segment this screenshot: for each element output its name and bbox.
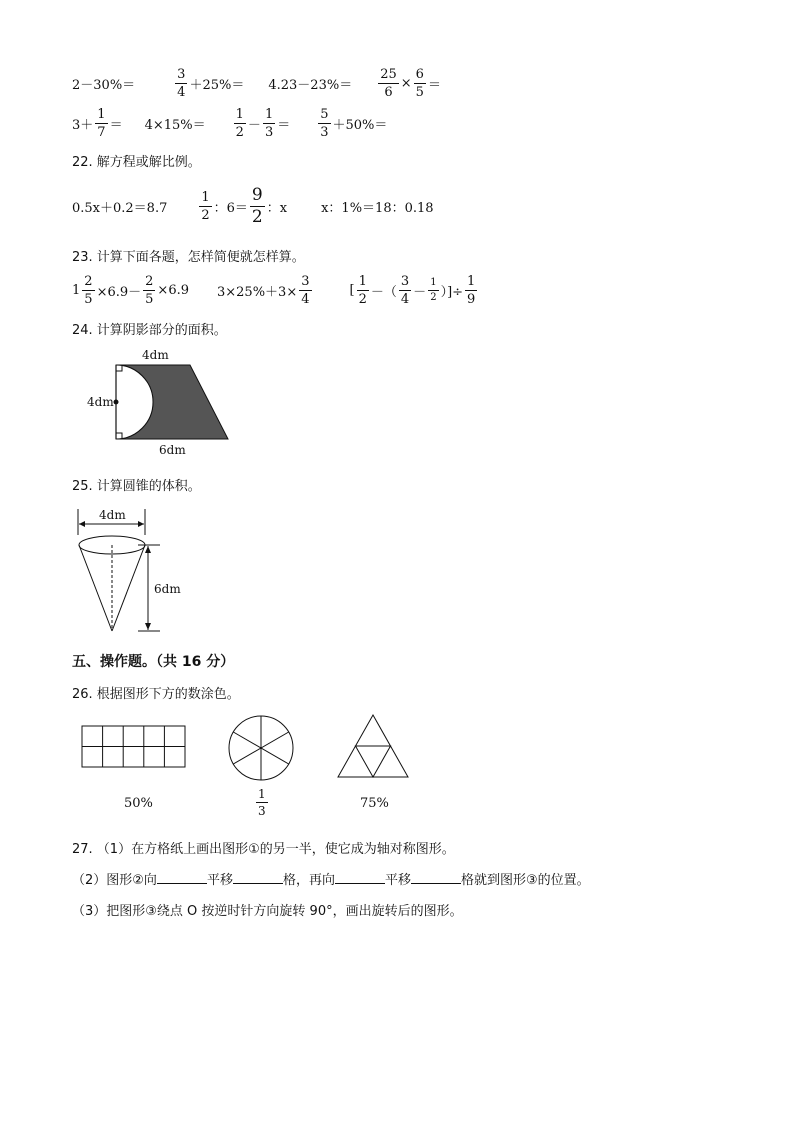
fraction-1-7: $\frac{1}{7}$ [97,106,106,140]
q22-ratio-tail: ：x [266,200,288,216]
q22-ratio-mid: ：6＝ [213,200,248,216]
equals-sign: ＝ [277,117,291,133]
fraction-2-5: $\frac{2}{5}$ [84,273,93,307]
q24-title: 24. 计算阴影部分的面积。 [72,323,227,338]
q26-label-50pct: 50% [124,796,153,811]
center-dot [114,400,119,405]
expr-3-plus: 3＋ [72,117,94,133]
q23-expr1-mid: ×6.9－ [96,284,142,300]
arrow-down [145,623,151,630]
q23-expr2-head: 3×25%＋3× [217,284,298,300]
q27-line2: （2）图形②向 平移 格，再向 平移 格就到图形③的位置。 [72,873,590,888]
q22-equation-1: 0.5x＋0.2＝8.7 [72,200,168,216]
open-bracket: [ [349,282,355,298]
q23-title: 23. 计算下面各题，怎样简便就怎样算。 [72,250,305,265]
arrow-left [79,521,85,527]
q26-circle [226,713,296,783]
arrow-right [138,521,144,527]
arrow-up [145,546,151,553]
row1-expressions [72,63,441,103]
expr-4-23-minus-23pct: 4.23－23%＝ [268,77,353,93]
q26-grid-rectangle [81,725,187,769]
fraction-1-2-small: $\frac{1}{2}$ [430,276,437,303]
q23-expressions [72,270,479,310]
q25-cone-figure [72,505,202,635]
q23-expr3-mid: －（ [370,284,397,300]
equals-sign: ＝ [427,77,441,93]
q22-equation-3: x：1%＝18：0.18 [321,200,434,216]
cone-side-left [79,545,112,631]
times-sign: × [400,75,412,91]
left-label: 4dm [87,395,114,409]
fraction-5-3: $\frac{5}{3}$ [320,106,329,140]
fraction-3-4: $\frac{3}{4}$ [177,66,186,100]
fraction-1-2: $\frac{1}{2}$ [201,189,210,223]
row2-expressions [72,103,387,143]
fraction-1-3: $\frac{1}{3}$ [264,106,274,140]
fraction-1-2: $\frac{1}{2}$ [235,106,244,140]
section5-title: 五、操作题。（共 16 分） [72,654,235,670]
answer-blank[interactable] [157,871,207,884]
expr-4-times-15pct: 4×15%＝ [144,117,206,133]
answer-blank[interactable] [233,871,283,884]
q26-title: 26. 根据图形下方的数涂色。 [72,687,240,702]
fraction-1-2: $\frac{1}{2}$ [358,273,367,307]
cone-side-right [112,545,145,631]
minus-sign: － [247,117,261,133]
fraction-2-5: $\frac{2}{5}$ [145,273,154,307]
height-label: 6dm [154,582,181,596]
fraction-1-9: $\frac{1}{9}$ [467,273,476,307]
bottom-label: 6dm [159,443,186,457]
q22-expressions [72,186,434,226]
fraction-25-6: $\frac{25}{6}$ [380,66,397,100]
answer-blank[interactable] [411,871,461,884]
expr-2-minus-30pct: 2－30%＝ [72,77,136,93]
equals-sign: ＝ [109,117,123,133]
answer-blank[interactable] [335,871,385,884]
minus-sign: － [413,284,427,300]
q25-title: 25. 计算圆锥的体积。 [72,479,201,494]
fraction-3-4: $\frac{3}{4}$ [400,273,410,307]
q27-line1: 27. （1）在方格纸上画出图形①的另一半，使它成为轴对称图形。 [72,842,455,857]
expr-plus-25pct: ＋25%＝ [189,77,245,93]
q23-expr3-close: ）]÷ [440,284,464,300]
q26-label-one-third: $\frac{1}{3}$ [258,787,266,818]
expr-plus-50pct: ＋50%＝ [332,117,388,133]
triangle-inner [356,746,391,777]
q23-expr1-tail: ×6.9 [157,282,189,298]
diameter-label: 4dm [99,508,126,522]
q24-shaded-figure [80,343,250,458]
top-label: 4dm [142,348,169,362]
q27-line3: （3）把图形③绕点 O 按逆时针方向旋转 90°，画出旋转后的图形。 [72,904,463,919]
fraction-3-4: $\frac{3}{4}$ [301,273,310,307]
q26-label-75pct: 75% [360,796,389,811]
q26-triangle [336,713,412,781]
fraction-6-5: $\frac{6}{5}$ [415,66,424,100]
fraction-9-2: $\frac{9}{2}$ [251,184,263,227]
mixed-whole-1: 1 [72,282,81,298]
q22-title: 22. 解方程或解比例。 [72,155,201,170]
